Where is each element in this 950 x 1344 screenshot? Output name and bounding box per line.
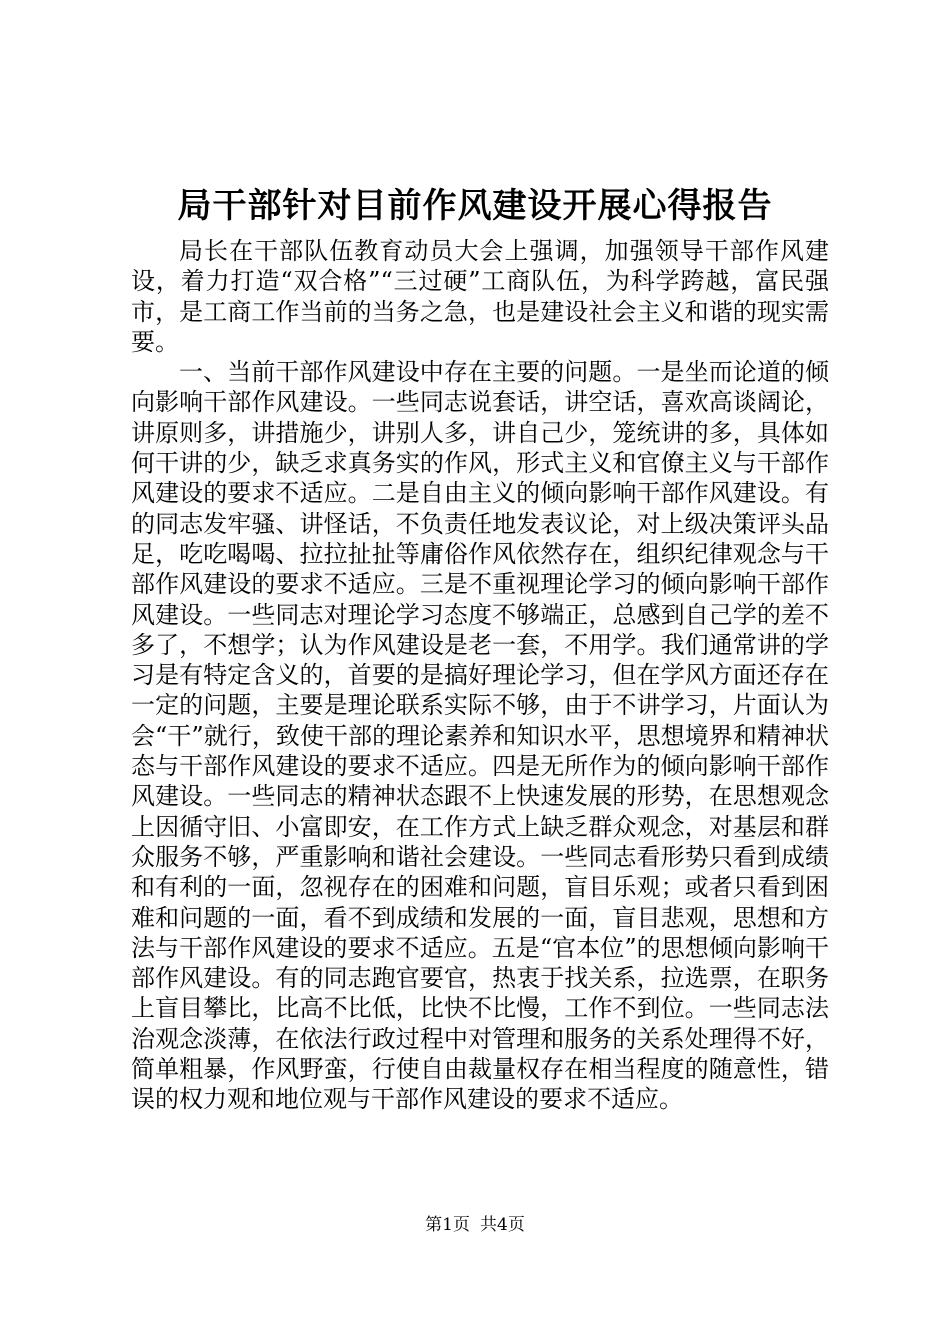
body-paragraph-2: 一、当前干部作风建设中存在主要的问题。一是坐而论道的倾向影响干部作风建设。一些同志说套话，讲空话，喜欢高谈阔论，讲原则多，讲措施少，讲别人多，讲自己少，笼统讲的多，具体如何干讲的少，缺乏求真务实的作风，形式主义和官僚主义与干部作风建设的要求不适应。二是自由主义的倾向影响干部作风建设。有的同志发牢骚、讲怪话，不负责任地发表议论，对上级决策评头品足，吃吃喝喝、拉拉扯扯等庸俗作风依然存在，组织纪律观念与干部作风建设的要求不适应。三是不重视理论学习的倾向影响干部作风建设。一些同志对理论学习态度不够端正，总感到自己学的差不多了，不想学；认为作风建设是老一套，不用学。我们通常讲的学习是有特定含义的，首要的是搞好理论学习，但在学风方面还存在一定的问题，主要是理论联系实际不够，由于不讲学习，片面认为会“干”就行，致使干部的理论素养和知识水平，思想境界和精神状态与干部作风建设的要求不适应。四是无所作为的倾向影响干部作风建设。一些同志的精神状态跟不上快速发展的形势，在思想观念上因循守旧、小富即安，在工作方式上缺乏群众观念，对基层和群众服务不够，严重影响和谐社会建设。一些同志看形势只看到成绩和有利的一面，忽视存在的困难和问题，盲目乐观；或者只看到困难和问题的一面，看不到成绩和发展的一面，盲目悲观，思想和方法与干部作风建设的要求不适应。五是“官本位”的思想倾向影响干部作风建设。有的同志跑官要官，热衷于找关系，拉选票，在职务上盲目攀比，比高不比低，比快不比慢，工作不到位。一些同志法治观念淡薄，在依法行政过程中对管理和服务的关系处理得不好，简单粗暴，作风野蛮，行使自由裁量权存在相当程度的随意性，错误的权力观和地位观与干部作风建设的要求不适应。 (131, 358, 829, 1114)
page-total: 共4页 (480, 1215, 525, 1235)
document-title: 局干部针对目前作风建设开展心得报告 (177, 186, 773, 226)
body-paragraph-1: 局长在干部队伍教育动员大会上强调，加强领导干部作风建设，着力打造“双合格”“三过硬”工商队伍，为科学跨越，富民强市，是工商工作当前的当务之急，也是建设社会主义和谐的现实需要。 (131, 237, 829, 356)
document-body (131, 236, 829, 1115)
page-number: 第1页 (425, 1215, 470, 1235)
page-footer (0, 1213, 950, 1237)
